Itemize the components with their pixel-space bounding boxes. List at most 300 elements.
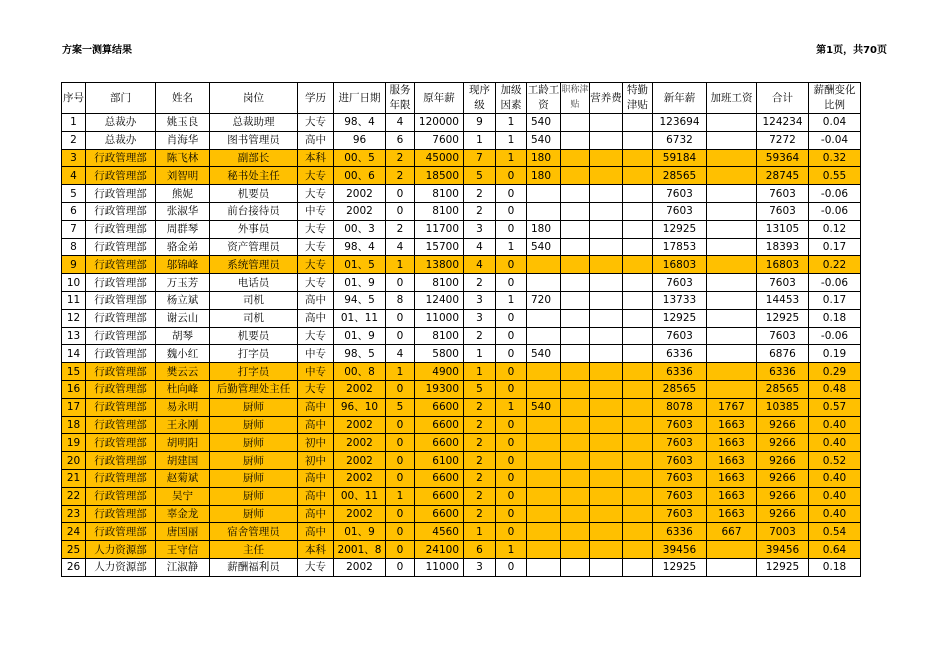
cell-duty [623, 167, 653, 185]
cell-edu: 大专 [298, 558, 334, 576]
col-header: 合计 [757, 83, 809, 114]
cell-ratio: -0.06 [809, 185, 861, 203]
cell-ratio: 0.18 [809, 309, 861, 327]
cell-add: 0 [496, 505, 527, 523]
cell-edu: 大专 [298, 256, 334, 274]
cell-add: 1 [496, 398, 527, 416]
cell-old: 19300 [415, 380, 464, 398]
cell-name: 邬锦峰 [156, 256, 210, 274]
cell-grade: 2 [464, 469, 496, 487]
cell-edu: 高中 [298, 416, 334, 434]
cell-add: 0 [496, 220, 527, 238]
table-row [62, 220, 861, 238]
cell-grade: 2 [464, 434, 496, 452]
cell-duty [623, 256, 653, 274]
cell-edu: 大专 [298, 167, 334, 185]
cell-edu: 本科 [298, 149, 334, 167]
cell-overtime [707, 541, 757, 559]
cell-add: 0 [496, 167, 527, 185]
cell-date: 2002 [334, 469, 386, 487]
cell-name: 周群琴 [156, 220, 210, 238]
cell-grade: 2 [464, 398, 496, 416]
cell-new-salary: 59184 [653, 149, 707, 167]
col-header: 服务年限 [386, 83, 415, 114]
cell-seniority: 720 [527, 291, 561, 309]
cell-date: 2001、8 [334, 541, 386, 559]
cell-old: 6600 [415, 505, 464, 523]
cell-post: 厨师 [210, 398, 298, 416]
cell-title-allow [561, 523, 590, 541]
cell-seniority: 540 [527, 131, 561, 149]
cell-duty [623, 380, 653, 398]
cell-new-salary: 39456 [653, 541, 707, 559]
cell-years: 0 [386, 434, 415, 452]
cell-old: 6600 [415, 487, 464, 505]
cell-old: 11000 [415, 309, 464, 327]
cell-no: 5 [62, 185, 86, 203]
cell-title-allow [561, 558, 590, 576]
cell-new-salary: 17853 [653, 238, 707, 256]
cell-seniority [527, 469, 561, 487]
cell-edu: 高中 [298, 487, 334, 505]
cell-nutrition [590, 149, 623, 167]
table-row [62, 309, 861, 327]
cell-duty [623, 558, 653, 576]
cell-old: 120000 [415, 114, 464, 132]
cell-date: 98、4 [334, 238, 386, 256]
cell-title-allow [561, 487, 590, 505]
cell-nutrition [590, 202, 623, 220]
cell-grade: 5 [464, 380, 496, 398]
cell-seniority [527, 452, 561, 470]
cell-nutrition [590, 434, 623, 452]
cell-edu: 大专 [298, 380, 334, 398]
cell-dept: 行政管理部 [86, 434, 156, 452]
cell-old: 7600 [415, 131, 464, 149]
table-row [62, 185, 861, 203]
cell-date: 2002 [334, 434, 386, 452]
cell-name: 赵菊斌 [156, 469, 210, 487]
table-row [62, 202, 861, 220]
cell-total: 124234 [757, 114, 809, 132]
cell-overtime [707, 309, 757, 327]
cell-duty [623, 345, 653, 363]
cell-dept: 行政管理部 [86, 167, 156, 185]
cell-new-salary: 6336 [653, 523, 707, 541]
cell-post: 后勤管理处主任 [210, 380, 298, 398]
cell-edu: 高中 [298, 505, 334, 523]
cell-no: 9 [62, 256, 86, 274]
cell-ratio: 0.19 [809, 345, 861, 363]
cell-old: 18500 [415, 167, 464, 185]
cell-name: 姚玉良 [156, 114, 210, 132]
cell-name: 胡建国 [156, 452, 210, 470]
table-row [62, 114, 861, 132]
table-row [62, 256, 861, 274]
cell-overtime [707, 202, 757, 220]
cell-duty [623, 398, 653, 416]
cell-dept: 行政管理部 [86, 523, 156, 541]
cell-duty [623, 327, 653, 345]
cell-duty [623, 238, 653, 256]
cell-new-salary: 13733 [653, 291, 707, 309]
cell-ratio: 0.22 [809, 256, 861, 274]
cell-new-salary: 7603 [653, 434, 707, 452]
cell-nutrition [590, 220, 623, 238]
cell-years: 0 [386, 380, 415, 398]
cell-old: 8100 [415, 327, 464, 345]
cell-add: 0 [496, 558, 527, 576]
cell-post: 前台接待员 [210, 202, 298, 220]
cell-new-salary: 7603 [653, 469, 707, 487]
cell-duty [623, 434, 653, 452]
cell-no: 25 [62, 541, 86, 559]
cell-no: 15 [62, 363, 86, 381]
cell-name: 王守信 [156, 541, 210, 559]
cell-no: 26 [62, 558, 86, 576]
cell-add: 0 [496, 256, 527, 274]
cell-no: 7 [62, 220, 86, 238]
cell-old: 6100 [415, 452, 464, 470]
cell-years: 1 [386, 256, 415, 274]
cell-total: 18393 [757, 238, 809, 256]
cell-new-salary: 7603 [653, 185, 707, 203]
col-header: 营养费 [590, 83, 623, 114]
cell-overtime [707, 114, 757, 132]
cell-no: 21 [62, 469, 86, 487]
cell-overtime [707, 274, 757, 292]
table-row [62, 505, 861, 523]
cell-date: 2002 [334, 380, 386, 398]
cell-name: 熊妮 [156, 185, 210, 203]
cell-overtime [707, 327, 757, 345]
cell-no: 23 [62, 505, 86, 523]
cell-seniority [527, 541, 561, 559]
cell-edu: 高中 [298, 309, 334, 327]
cell-post: 薪酬福利员 [210, 558, 298, 576]
cell-duty [623, 185, 653, 203]
cell-title-allow [561, 149, 590, 167]
cell-seniority [527, 256, 561, 274]
col-header: 序号 [62, 83, 86, 114]
cell-post: 图书管理员 [210, 131, 298, 149]
cell-duty [623, 220, 653, 238]
cell-years: 1 [386, 487, 415, 505]
cell-grade: 2 [464, 327, 496, 345]
cell-duty [623, 309, 653, 327]
cell-no: 22 [62, 487, 86, 505]
cell-nutrition [590, 274, 623, 292]
cell-new-salary: 28565 [653, 380, 707, 398]
cell-years: 0 [386, 541, 415, 559]
cell-ratio: 0.55 [809, 167, 861, 185]
cell-grade: 3 [464, 309, 496, 327]
cell-old: 4560 [415, 523, 464, 541]
cell-no: 3 [62, 149, 86, 167]
cell-total: 10385 [757, 398, 809, 416]
cell-post: 资产管理员 [210, 238, 298, 256]
cell-nutrition [590, 398, 623, 416]
cell-title-allow [561, 398, 590, 416]
cell-edu: 大专 [298, 185, 334, 203]
cell-grade: 1 [464, 363, 496, 381]
cell-ratio: 0.40 [809, 487, 861, 505]
cell-nutrition [590, 114, 623, 132]
cell-nutrition [590, 291, 623, 309]
cell-duty [623, 363, 653, 381]
cell-old: 11000 [415, 558, 464, 576]
table-row [62, 416, 861, 434]
cell-ratio: 0.48 [809, 380, 861, 398]
cell-old: 8100 [415, 185, 464, 203]
cell-dept: 人力资源部 [86, 541, 156, 559]
cell-duty [623, 505, 653, 523]
cell-date: 01、9 [334, 274, 386, 292]
cell-old: 6600 [415, 434, 464, 452]
cell-new-salary: 6732 [653, 131, 707, 149]
cell-add: 0 [496, 202, 527, 220]
cell-grade: 3 [464, 220, 496, 238]
cell-total: 7003 [757, 523, 809, 541]
cell-overtime [707, 345, 757, 363]
table-row [62, 167, 861, 185]
table-row [62, 558, 861, 576]
cell-overtime [707, 363, 757, 381]
table-row [62, 291, 861, 309]
cell-title-allow [561, 167, 590, 185]
cell-old: 12400 [415, 291, 464, 309]
cell-date: 01、5 [334, 256, 386, 274]
cell-old: 8100 [415, 202, 464, 220]
cell-seniority [527, 202, 561, 220]
cell-years: 1 [386, 363, 415, 381]
cell-new-salary: 7603 [653, 505, 707, 523]
col-header: 加级因素 [496, 83, 527, 114]
cell-dept: 行政管理部 [86, 202, 156, 220]
cell-seniority [527, 558, 561, 576]
cell-title-allow [561, 274, 590, 292]
cell-title-allow [561, 505, 590, 523]
cell-dept: 行政管理部 [86, 238, 156, 256]
cell-add: 0 [496, 185, 527, 203]
cell-date: 00、6 [334, 167, 386, 185]
cell-duty [623, 523, 653, 541]
cell-dept: 行政管理部 [86, 327, 156, 345]
cell-no: 13 [62, 327, 86, 345]
cell-post: 机要员 [210, 327, 298, 345]
table-row [62, 380, 861, 398]
cell-overtime [707, 167, 757, 185]
cell-old: 5800 [415, 345, 464, 363]
cell-name: 杜向峰 [156, 380, 210, 398]
cell-post: 打字员 [210, 345, 298, 363]
cell-duty [623, 149, 653, 167]
cell-grade: 9 [464, 114, 496, 132]
cell-edu: 大专 [298, 220, 334, 238]
cell-new-salary: 7603 [653, 452, 707, 470]
cell-grade: 2 [464, 202, 496, 220]
cell-add: 1 [496, 541, 527, 559]
cell-add: 1 [496, 149, 527, 167]
col-header: 工龄工资 [527, 83, 561, 114]
cell-total: 6876 [757, 345, 809, 363]
cell-nutrition [590, 363, 623, 381]
cell-title-allow [561, 416, 590, 434]
cell-dept: 行政管理部 [86, 487, 156, 505]
cell-title-allow [561, 185, 590, 203]
cell-post: 厨师 [210, 452, 298, 470]
cell-years: 0 [386, 309, 415, 327]
cell-grade: 2 [464, 416, 496, 434]
cell-edu: 大专 [298, 238, 334, 256]
cell-overtime: 1663 [707, 416, 757, 434]
cell-seniority [527, 327, 561, 345]
cell-nutrition [590, 238, 623, 256]
cell-name: 王永刚 [156, 416, 210, 434]
cell-name: 吴宁 [156, 487, 210, 505]
cell-total: 13105 [757, 220, 809, 238]
cell-title-allow [561, 202, 590, 220]
cell-nutrition [590, 309, 623, 327]
cell-years: 0 [386, 452, 415, 470]
cell-post: 厨师 [210, 487, 298, 505]
cell-duty [623, 452, 653, 470]
col-header: 现序级 [464, 83, 496, 114]
cell-nutrition [590, 469, 623, 487]
cell-years: 0 [386, 558, 415, 576]
page-title: 方案一测算结果 [62, 45, 132, 56]
cell-nutrition [590, 541, 623, 559]
cell-overtime: 1663 [707, 434, 757, 452]
cell-no: 4 [62, 167, 86, 185]
cell-grade: 3 [464, 291, 496, 309]
cell-edu: 高中 [298, 291, 334, 309]
cell-date: 01、11 [334, 309, 386, 327]
cell-edu: 高中 [298, 469, 334, 487]
cell-nutrition [590, 487, 623, 505]
cell-seniority [527, 309, 561, 327]
cell-title-allow [561, 291, 590, 309]
cell-grade: 2 [464, 487, 496, 505]
cell-nutrition [590, 185, 623, 203]
table-row [62, 452, 861, 470]
cell-date: 01、9 [334, 327, 386, 345]
cell-dept: 行政管理部 [86, 380, 156, 398]
cell-add: 0 [496, 452, 527, 470]
cell-total: 9266 [757, 416, 809, 434]
cell-grade: 2 [464, 274, 496, 292]
cell-post: 厨师 [210, 416, 298, 434]
cell-duty [623, 291, 653, 309]
cell-total: 7603 [757, 274, 809, 292]
cell-total: 9266 [757, 452, 809, 470]
cell-dept: 行政管理部 [86, 363, 156, 381]
cell-old: 4900 [415, 363, 464, 381]
cell-post: 电话员 [210, 274, 298, 292]
col-header: 学历 [298, 83, 334, 114]
cell-dept: 总裁办 [86, 114, 156, 132]
cell-nutrition [590, 452, 623, 470]
cell-old: 6600 [415, 469, 464, 487]
cell-duty [623, 114, 653, 132]
cell-date: 00、3 [334, 220, 386, 238]
cell-edu: 高中 [298, 523, 334, 541]
table-row [62, 469, 861, 487]
cell-post: 总裁助理 [210, 114, 298, 132]
cell-edu: 高中 [298, 131, 334, 149]
cell-no: 6 [62, 202, 86, 220]
cell-seniority: 180 [527, 167, 561, 185]
cell-edu: 大专 [298, 327, 334, 345]
cell-add: 1 [496, 131, 527, 149]
cell-seniority [527, 274, 561, 292]
cell-ratio: 0.17 [809, 291, 861, 309]
cell-new-salary: 12925 [653, 309, 707, 327]
table-row [62, 131, 861, 149]
cell-name: 陈飞林 [156, 149, 210, 167]
cell-dept: 行政管理部 [86, 185, 156, 203]
cell-post: 主任 [210, 541, 298, 559]
cell-dept: 行政管理部 [86, 291, 156, 309]
cell-new-salary: 7603 [653, 487, 707, 505]
cell-no: 8 [62, 238, 86, 256]
cell-seniority: 540 [527, 345, 561, 363]
cell-title-allow [561, 345, 590, 363]
cell-old: 8100 [415, 274, 464, 292]
cell-grade: 2 [464, 452, 496, 470]
cell-old: 6600 [415, 398, 464, 416]
cell-dept: 行政管理部 [86, 416, 156, 434]
col-header: 特勤津贴 [623, 83, 653, 114]
cell-overtime [707, 131, 757, 149]
cell-add: 0 [496, 416, 527, 434]
cell-seniority: 540 [527, 398, 561, 416]
cell-date: 01、9 [334, 523, 386, 541]
cell-overtime [707, 558, 757, 576]
cell-no: 10 [62, 274, 86, 292]
cell-grade: 2 [464, 505, 496, 523]
cell-ratio: 0.12 [809, 220, 861, 238]
col-header: 加班工资 [707, 83, 757, 114]
cell-new-salary: 28565 [653, 167, 707, 185]
cell-no: 1 [62, 114, 86, 132]
cell-ratio: -0.06 [809, 202, 861, 220]
cell-overtime [707, 185, 757, 203]
cell-new-salary: 7603 [653, 416, 707, 434]
cell-years: 0 [386, 202, 415, 220]
table-row [62, 345, 861, 363]
cell-dept: 行政管理部 [86, 149, 156, 167]
cell-edu: 高中 [298, 398, 334, 416]
cell-grade: 3 [464, 558, 496, 576]
cell-ratio: 0.32 [809, 149, 861, 167]
table-row [62, 274, 861, 292]
cell-grade: 5 [464, 167, 496, 185]
cell-nutrition [590, 167, 623, 185]
cell-edu: 初中 [298, 452, 334, 470]
cell-overtime [707, 256, 757, 274]
cell-name: 胡琴 [156, 327, 210, 345]
cell-ratio: 0.40 [809, 469, 861, 487]
cell-old: 24100 [415, 541, 464, 559]
cell-add: 0 [496, 380, 527, 398]
cell-grade: 1 [464, 523, 496, 541]
cell-date: 2002 [334, 505, 386, 523]
cell-title-allow [561, 131, 590, 149]
cell-post: 副部长 [210, 149, 298, 167]
cell-date: 2002 [334, 416, 386, 434]
cell-post: 宿舍管理员 [210, 523, 298, 541]
